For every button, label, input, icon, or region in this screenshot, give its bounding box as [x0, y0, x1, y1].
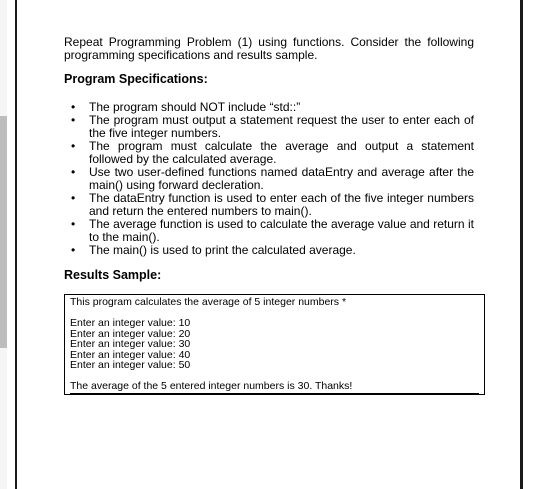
spec-heading: Program Specifications: — [64, 72, 208, 86]
sample-line: Enter an integer value: 10 — [70, 317, 191, 329]
intro-paragraph: Repeat Programming Problem (1) using functions. Consider the following programming specifications and results sample. — [64, 35, 474, 62]
spec-item: • Use two user-defined functions named dataEntry and average after the main() using forward decleration. — [64, 166, 474, 192]
sample-line: The average of the 5 entered integer numbers is 30. Thanks! — [70, 381, 479, 394]
sample-line: Enter an integer value: 40 — [70, 348, 191, 361]
spec-item: • The program must calculate the average and output a statement followed by the calculated average. — [64, 140, 474, 166]
sample-line: Enter an integer value: 50 — [70, 359, 191, 371]
sample-line: Enter an integer value: 30 — [70, 338, 191, 350]
scrollbar-thumb[interactable] — [0, 116, 7, 348]
results-heading: Results Sample: — [64, 268, 162, 282]
spec-item: • The average function is used to calculate the average value and return it to the main(). — [64, 218, 474, 244]
spec-item: • The program must output a statement request the user to enter each of the five integer numbers. — [64, 114, 474, 140]
spec-item: • The program should NOT include “std::” — [64, 101, 474, 114]
spec-item: • The dataEntry function is used to enter each of the five integer numbers and return the entered numbers to main(). — [64, 192, 474, 218]
spec-item: • The main() is used to print the calculated average. — [64, 244, 474, 257]
sample-line: This program calculates the average of 5 integer numbers * — [70, 296, 347, 308]
sample-line: Enter an integer value: 20 — [70, 327, 191, 340]
results-sample-box — [64, 294, 485, 395]
spec-list — [64, 101, 474, 257]
document-content — [64, 36, 474, 282]
